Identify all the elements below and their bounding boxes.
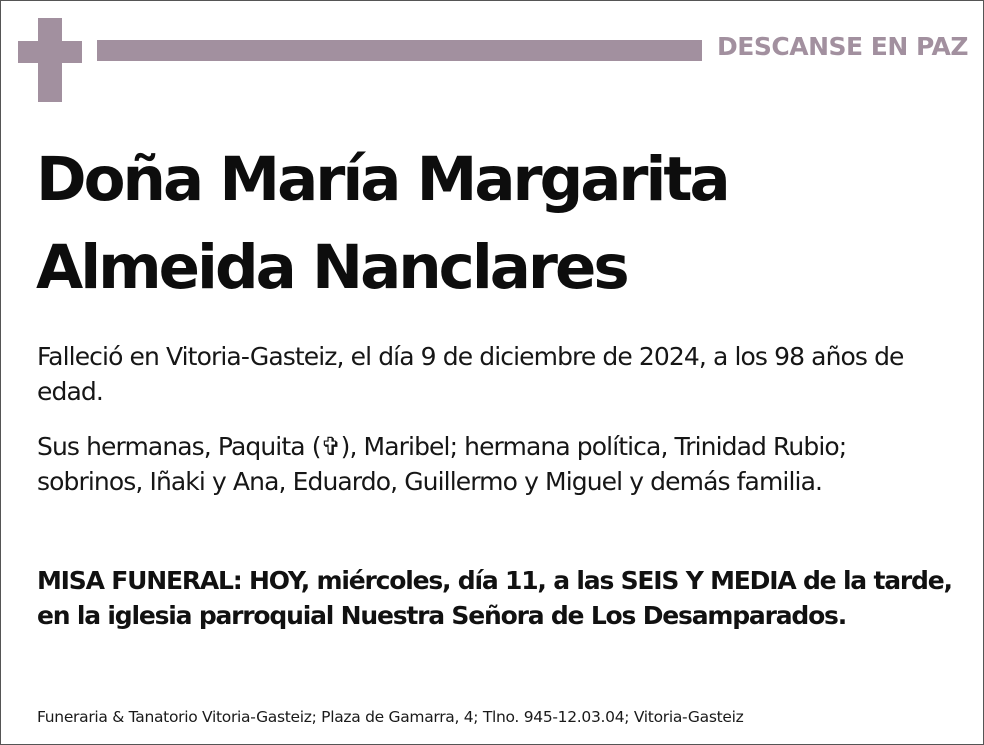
deceased-name-line1: Doña María Margarita <box>36 144 728 215</box>
rest-in-peace-heading: DESCANSE EN PAZ <box>717 32 968 61</box>
cross-horizontal-bar <box>18 41 82 63</box>
death-statement: Falleció en Vitoria-Gasteiz, el día 9 de diciembre de 2024, a los 98 años de edad. <box>37 342 904 406</box>
deceased-name-line2: Almeida Nanclares <box>36 232 627 303</box>
deceased-name <box>36 136 956 312</box>
family-list: Sus hermanas, Paquita (✞), Maribel; hermana política, Trinidad Rubio; sobrinos, Iñaki y Ana, Eduardo, Guillermo y Miguel y demás familia. <box>37 432 847 496</box>
funeral-home-footer: Funeraria & Tanatorio Vitoria-Gasteiz; Plaza de Gamarra, 4; Tlno. 945-12.03.04; Vitoria-Gasteiz <box>37 708 744 726</box>
funeral-mass-info: MISA FUNERAL: HOY, miércoles, día 11, a las SEIS Y MEDIA de la tarde, en la iglesia parroquial Nuestra Señora de Los Desamparados. <box>37 566 952 630</box>
header-rule <box>97 40 702 61</box>
